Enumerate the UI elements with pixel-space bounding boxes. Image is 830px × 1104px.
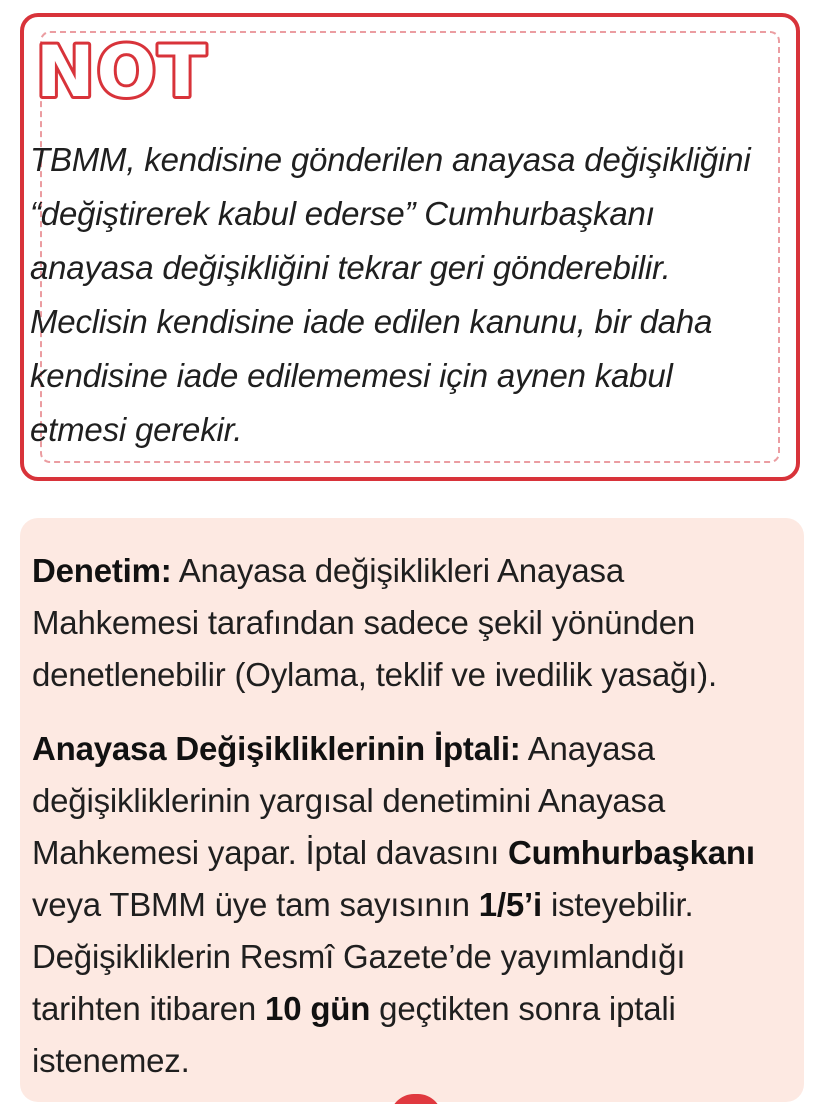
- note-text: TBMM, kendisine gönderilen anayasa değişikliğini “değiştirerek kabul ederse” Cumhurbaşkanı anayasa değişikliğini tekrar geri gönderebilir. Meclisin kendisine iade edilen kanunu, bir daha kendisine iade edilememesi için aynen kabul etmesi gerekir.: [30, 141, 751, 448]
- iptal-bold-cumhurbaskani: Cumhurbaşkanı: [508, 834, 755, 871]
- iptal-text-3: isteyebilir. Değişikliklerin Resmî Gazete’de yayımlandığı tarihten itibaren: [32, 886, 694, 1027]
- iptal-label: Anayasa Değişikliklerinin İptali:: [32, 730, 521, 767]
- iptal-bold-fraction: 1/5’i: [478, 886, 542, 923]
- iptal-text-2: veya TBMM üye tam sayısının: [32, 886, 479, 923]
- denetim-label: Denetim:: [32, 552, 172, 589]
- denetim-paragraph: [32, 545, 797, 701]
- denetim-text: Anayasa değişiklikleri Anayasa Mahkemesi tarafından sadece şekil yönünden denetlenebilir (Oylama, teklif ve ivedilik yasağı).: [32, 552, 717, 693]
- note-title-text: NOT: [36, 31, 208, 110]
- info-panel: [20, 518, 804, 1102]
- iptal-text-1: Anayasa değişikliklerinin yargısal denetimini Anayasa Mahkemesi yapar. İptal davasını: [32, 730, 666, 871]
- iptal-paragraph: [32, 723, 797, 1087]
- iptal-bold-days: 10 gün: [265, 990, 371, 1027]
- iptal-text-4: geçtikten sonra iptali istenemez.: [32, 990, 676, 1079]
- note-title: [30, 30, 210, 110]
